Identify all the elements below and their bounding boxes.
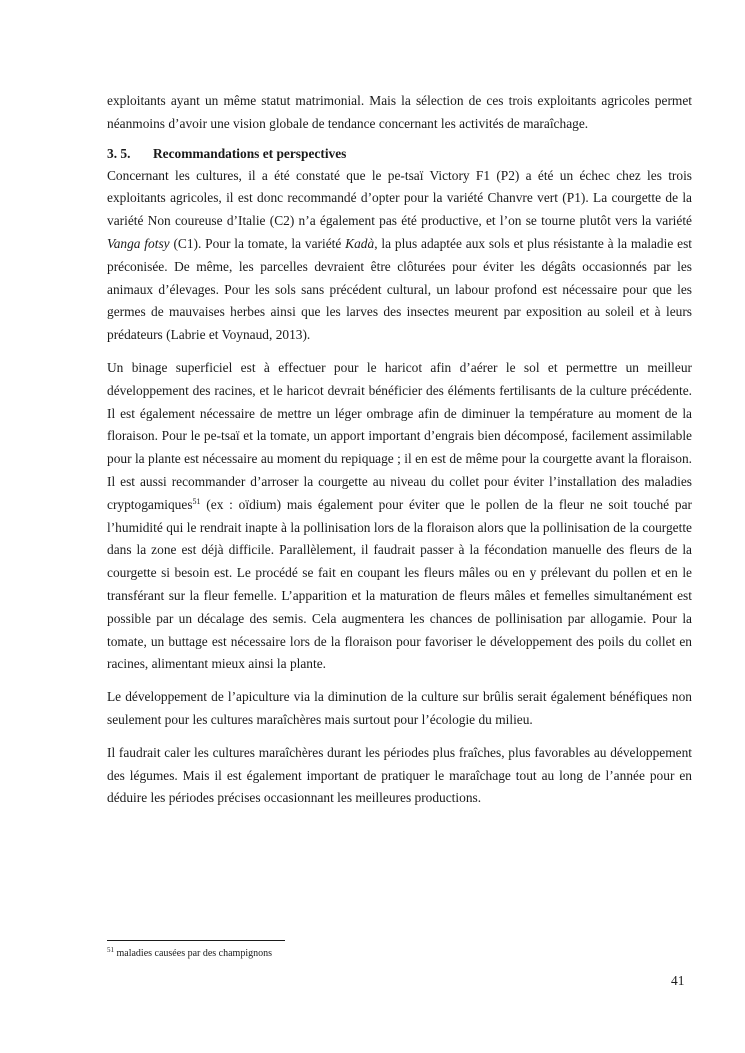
footnote-number: 51 (107, 946, 114, 954)
variety-vanga-fotsy: Vanga fotsy (107, 235, 170, 251)
paragraph-binage (107, 357, 692, 676)
footnote-reference: 51 (192, 496, 201, 506)
page-body (107, 90, 692, 810)
paragraph-cultures-text-2: (C1). Pour la tomate, la variété (169, 235, 346, 251)
paragraph-apiculture: Le développement de l’apiculture via la diminution de la culture sur brûlis serait également bénéfiques non seulement pour les cultures maraîchères mais surtout pour l’écologie du milieu. (107, 689, 692, 727)
paragraph-cultures-text-1: Concernant les cultures, il a été constaté que le pe-tsaï Victory F1 (P2) a été un échec chez les trois exploitants agricoles, il est donc recommandé d’opter pour la variété Chanvre vert (P1). La courgette de la variété Non coureuse d’Italie (C2) n’a également pas été productive, et l’on se tourne plutôt vers la variété (107, 167, 692, 229)
footnote (107, 947, 272, 960)
paragraph-cultures-text-3: , la plus adaptée aux sols et plus résistante à la maladie est préconisée. De même, les parcelles devraient être clôturées pour éviter les dégâts occasionnés par les animaux d’élevages. Pour les sols sans précédent cultural, un labour profond est nécessaire pour que les germes de mauvaises herbes ainsi que les larves des insectes meurent par exposition au soleil et à leurs prédateurs (Labrie et Voynaud, 2013). (107, 235, 692, 343)
footnote-divider (107, 940, 285, 941)
page-number: 41 (671, 973, 685, 988)
footnote-text: maladies causées par des champignons (114, 948, 273, 959)
paragraph-calendrier: Il faudrait caler les cultures maraîchères durant les périodes plus fraîches, plus favorables au développement des légumes. Mais il est également important de pratiquer le maraîchage tout au long de l’année pour en déduire les périodes précises occasionnant les meilleures productions. (107, 744, 692, 806)
section-heading (107, 143, 692, 165)
paragraph-binage-text-1: Un binage superficiel est à effectuer pour le haricot afin d’aérer le sol et permettre un meilleur développement des racines, et le haricot devrait bénéficier des éléments fertilisants de la culture précédente. Il est également nécessaire de mettre un léger ombrage afin de diminuer la température au moment de la floraison. Pour le pe-tsaï et la tomate, un apport important d’engrais bien décomposé, facilement assimilable pour la plante est nécessaire au moment du repiquage ; il en est de même pour la courgette avant la floraison. Il est aussi recommander d’arroser la courgette au niveau du collet pour éviter l’installation des maladies cryptogamiques (107, 359, 692, 512)
section-number: 3. 5. (107, 145, 131, 161)
variety-kada: Kadà (345, 235, 375, 251)
paragraph-binage-text-2: (ex : oïdium) mais également pour éviter que le pollen de la fleur ne soit touché par l’humidité qui le rendrait inapte à la pollinisation lors de la floraison alors que la pollinisation de la courgette dans la zone est déjà difficile. Parallèlement, il faudrait passer à la fécondation manuelle des fleurs de la courgette si besoin est. Le procédé se fait en coupant les fleurs mâles ou en y prélevant du pollen et en le transférant sur la fleur femelle. L’apparition et la maturation de fleurs mâles et femelles simultanément est possible par un décalage des semis. Cela augmentera les chances de pollinisation par allogamie. Pour la tomate, un buttage est nécessaire lors de la floraison pour favoriser le développement des poils du collet en racines, alimentant mieux ainsi la plante. (107, 496, 692, 672)
paragraph-cultures (107, 165, 692, 347)
paragraph-intro: exploitants ayant un même statut matrimonial. Mais la sélection de ces trois exploitants agricoles permet néanmoins d’avoir une vision globale de tendance concernant les activités de maraîchage. (107, 93, 692, 131)
section-title: Recommandations et perspectives (153, 145, 347, 161)
